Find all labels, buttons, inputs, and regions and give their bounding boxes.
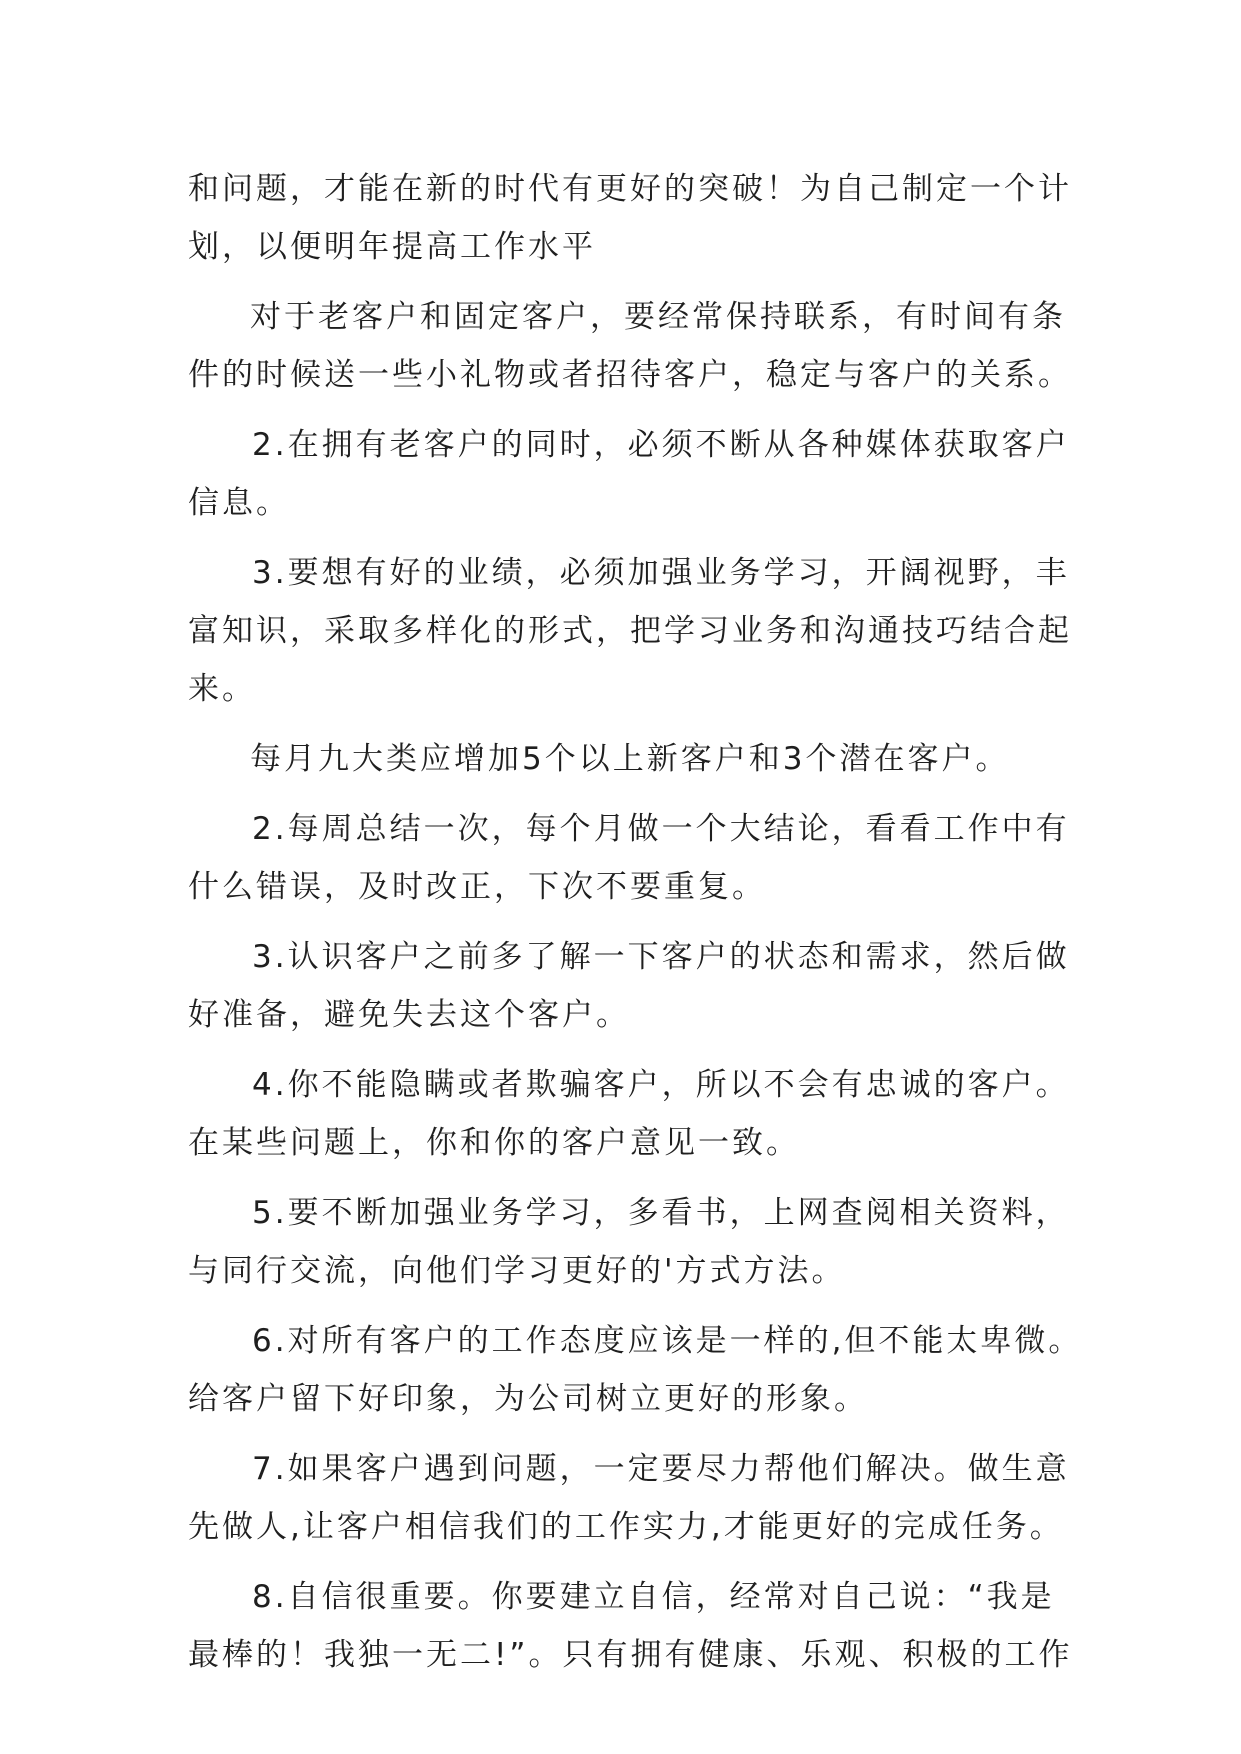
text-line: 最棒的！我独一无二!”。只有拥有健康、乐观、积极的工作 <box>188 1637 1073 1673</box>
text-line: 给客户留下好印象，为公司树立更好的形象。 <box>188 1381 868 1417</box>
text-line: 什么错误，及时改正，下次不要重复。 <box>188 869 766 905</box>
list-item-start: 2.在拥有老客户的同时，必须不断从各种媒体获取客户 <box>252 427 1070 463</box>
text-line: 好准备，避免失去这个客户。 <box>188 997 630 1033</box>
paragraph-start: 对于老客户和固定客户，要经常保持联系，有时间有条 <box>250 299 1066 335</box>
list-item-start: 3.要想有好的业绩，必须加强业务学习，开阔视野，丰 <box>252 555 1070 591</box>
list-item-start: 8.自信很重要。你要建立自信，经常对自己说：“我是 <box>252 1579 1055 1615</box>
text-line: 信息。 <box>188 485 290 521</box>
list-item-start: 5.要不断加强业务学习，多看书，上网查阅相关资料， <box>252 1195 1070 1231</box>
document-body <box>188 160 1083 1684</box>
list-item-start: 4.你不能隐瞒或者欺骗客户，所以不会有忠诚的客户。 <box>252 1067 1070 1103</box>
text-line: 在某些问题上，你和你的客户意见一致。 <box>188 1125 800 1161</box>
list-item-start: 6.对所有客户的工作态度应该是一样的,但不能太卑微。 <box>252 1323 1083 1359</box>
paragraph-start: 每月九大类应增加5个以上新客户和3个潜在客户。 <box>250 741 1010 777</box>
list-item-start: 2.每周总结一次，每个月做一个大结论，看看工作中有 <box>252 811 1070 847</box>
list-item-start: 7.如果客户遇到问题，一定要尽力帮他们解决。做生意 <box>252 1451 1070 1487</box>
list-item-start: 3.认识客户之前多了解一下客户的状态和需求，然后做 <box>252 939 1070 975</box>
text-line: 和问题，才能在新的时代有更好的突破！为自己制定一个计 <box>188 171 1072 207</box>
text-line: 与同行交流，向他们学习更好的'方式方法。 <box>188 1253 846 1289</box>
text-line: 来。 <box>188 671 256 707</box>
text-line: 先做人,让客户相信我们的工作实力,才能更好的完成任务。 <box>188 1509 1064 1545</box>
text-line: 富知识，采取多样化的形式，把学习业务和沟通技巧结合起 <box>188 613 1072 649</box>
text-line: 划，以便明年提高工作水平 <box>188 229 596 265</box>
text-line: 件的时候送一些小礼物或者招待客户，稳定与客户的关系。 <box>188 357 1072 393</box>
